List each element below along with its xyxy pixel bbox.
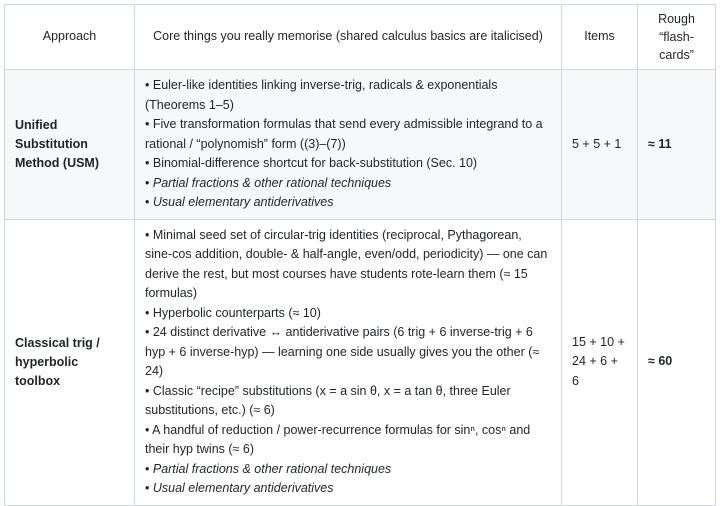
items-cell: 15 + 10 + 24 + 6 + 6 — [562, 219, 638, 505]
comparison-table — [4, 4, 716, 506]
header-rough-flashcards — [638, 5, 716, 70]
rough-cell — [638, 70, 716, 220]
header-approach: Approach — [5, 5, 135, 70]
core-bullet-list — [145, 76, 551, 213]
list-item: • Usual elementary antiderivatives — [145, 193, 551, 213]
core-cell — [135, 219, 562, 505]
rough-cell — [638, 219, 716, 505]
list-item: • Euler-like identities linking inverse-trig, radicals & exponentials (Theorems 1–5) — [145, 76, 551, 115]
list-item: • Classic “recipe” substitutions (x = a sin θ, x = a tan θ, three Euler substitutions, etc.) (≈ 6) — [145, 382, 551, 421]
table-row — [5, 219, 716, 505]
table-header-row — [5, 5, 716, 70]
list-item: • 24 distinct derivative ↔ antiderivative pairs (6 trig + 6 inverse-trig + 6 hyp + 6 inverse-hyp) — learning one side usually gives you the other (≈ 24) — [145, 323, 551, 382]
list-item: • Hyperbolic counterparts (≈ 10) — [145, 304, 551, 324]
items-cell: 5 + 5 + 1 — [562, 70, 638, 220]
approach-name: Unified Substitution Method (USM) — [15, 117, 100, 170]
list-item: • Five transformation formulas that send every admissible integrand to a rational / “polynomish” form ((3)–(7)) — [145, 115, 551, 154]
rough-value: ≈ 11 — [648, 136, 672, 151]
approach-cell — [5, 219, 135, 505]
header-items: Items — [562, 5, 638, 70]
list-item: • Binomial-difference shortcut for back-substitution (Sec. 10) — [145, 154, 551, 174]
list-item: • A handful of reduction / power-recurrence formulas for sinⁿ, cosⁿ and their hyp twins (≈ 6) — [145, 421, 551, 460]
header-rough-line: cards” — [659, 48, 694, 62]
list-item: • Usual elementary antiderivatives — [145, 479, 551, 499]
header-core: Core things you really memorise (shared calculus basics are italicised) — [135, 5, 562, 70]
core-cell — [135, 70, 562, 220]
header-rough-line: “flash- — [659, 30, 694, 44]
table-row — [5, 70, 716, 220]
approach-name: Classical trig / hyperbolic toolbox — [15, 335, 100, 388]
header-rough-line: Rough — [658, 12, 695, 26]
list-item: • Minimal seed set of circular-trig identities (reciprocal, Pythagorean, sine-cos addition, double- & half-angle, even/odd, periodicity) — one can derive the rest, but most courses have students rote-learn them (≈ 15 formulas) — [145, 226, 551, 304]
approach-cell — [5, 70, 135, 220]
core-bullet-list — [145, 226, 551, 499]
list-item: • Partial fractions & other rational techniques — [145, 460, 551, 480]
rough-value: ≈ 60 — [648, 354, 673, 369]
list-item: • Partial fractions & other rational techniques — [145, 174, 551, 194]
